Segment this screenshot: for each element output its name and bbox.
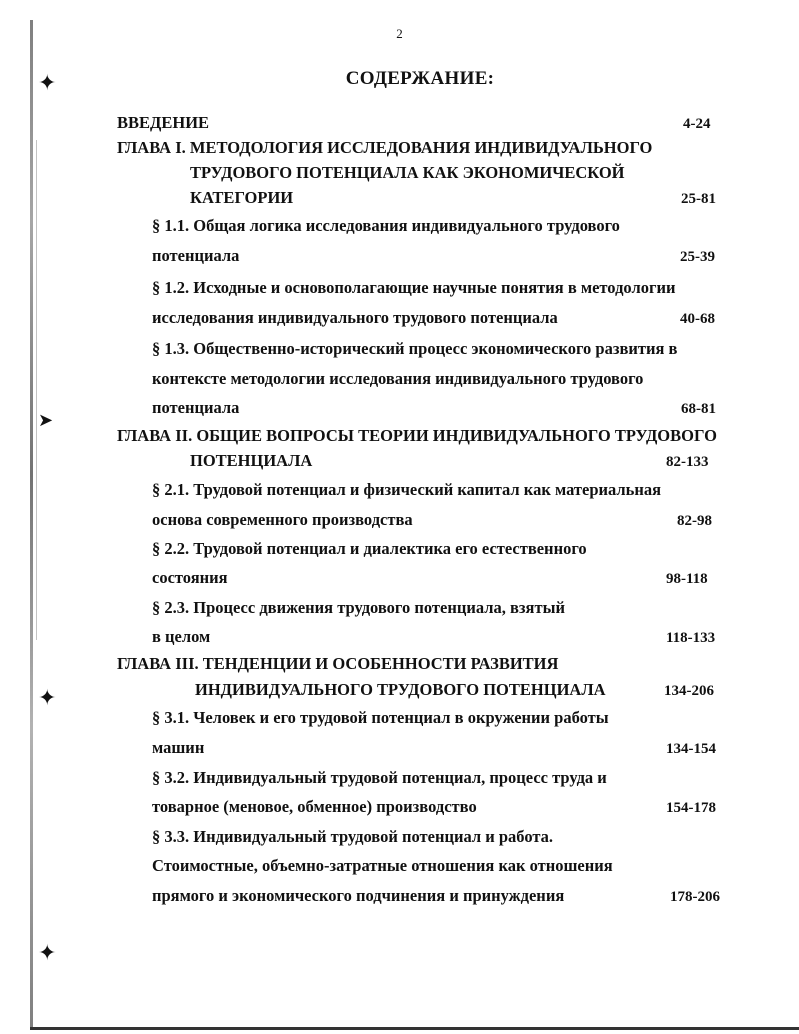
toc-page-section-2-3: 118-133 bbox=[666, 630, 716, 646]
toc-section-3-1-line-2: машин bbox=[152, 738, 205, 757]
toc-section-3-1-line-1: § 3.1. Человек и его трудовой потенциал в окружении работы bbox=[152, 708, 609, 727]
binding-hole-mark-icon: ✦ bbox=[38, 70, 57, 95]
toc-chapter-1-line-1: ГЛАВА I. МЕТОДОЛОГИЯ ИССЛЕДОВАНИЯ ИНДИВИДУАЛЬНОГО bbox=[117, 138, 653, 157]
toc-page-chapter-1: 25-81 bbox=[681, 191, 716, 207]
toc-entry-intro: ВВЕДЕНИЕ bbox=[117, 113, 210, 132]
toc-chapter-2-line-1: ГЛАВА II. ОБЩИЕ ВОПРОСЫ ТЕОРИИ ИНДИВИДУАЛЬНОГО ТРУДОВОГО bbox=[117, 426, 717, 445]
page-title: СОДЕРЖАНИЕ: bbox=[345, 68, 495, 89]
toc-section-2-3-line-1: § 2.3. Процесс движения трудового потенциала, взятый bbox=[152, 598, 565, 617]
toc-chapter-1-line-3: КАТЕГОРИИ bbox=[190, 188, 294, 207]
toc-page-section-3-2: 154-178 bbox=[666, 800, 716, 816]
binding-hole-mark-icon: ✦ bbox=[38, 940, 57, 965]
toc-section-2-3-line-2: в целом bbox=[152, 627, 211, 646]
toc-page-section-3-3: 178-206 bbox=[670, 889, 720, 905]
toc-page-chapter-2: 82-133 bbox=[666, 454, 709, 470]
toc-page-section-2-1: 82-98 bbox=[677, 513, 712, 529]
toc-section-2-1-line-2: основа современного производства bbox=[152, 510, 413, 529]
toc-chapter-3-line-1: ГЛАВА III. ТЕНДЕНЦИИ И ОСОБЕННОСТИ РАЗВИТИЯ bbox=[117, 654, 559, 673]
toc-page-section-2-2: 98-118 bbox=[666, 571, 708, 587]
left-scan-line bbox=[36, 140, 37, 640]
toc-page-section-1-3: 68-81 bbox=[681, 401, 716, 417]
toc-page-section-1-1: 25-39 bbox=[680, 249, 715, 265]
toc-page-intro: 4-24 bbox=[683, 116, 711, 132]
left-scan-border bbox=[30, 20, 33, 1030]
toc-section-1-2-line-2: исследования индивидуального трудового потенциала bbox=[152, 308, 558, 327]
toc-section-1-3-line-1: § 1.3. Общественно-исторический процесс экономического развития в bbox=[152, 339, 678, 358]
toc-section-3-2-line-1: § 3.2. Индивидуальный трудовой потенциал, процесс труда и bbox=[152, 768, 607, 787]
toc-page-chapter-3: 134-206 bbox=[664, 683, 714, 699]
toc-section-2-2-line-1: § 2.2. Трудовой потенциал и диалектика его естественного bbox=[152, 539, 587, 558]
toc-section-1-3-line-3: потенциала bbox=[152, 398, 240, 417]
toc-page-section-3-1: 134-154 bbox=[666, 741, 716, 757]
toc-chapter-2-line-2: ПОТЕНЦИАЛА bbox=[190, 451, 313, 470]
page-number: 2 bbox=[396, 26, 403, 41]
toc-chapter-3-line-2: ИНДИВИДУАЛЬНОГО ТРУДОВОГО ПОТЕНЦИАЛА bbox=[195, 680, 606, 699]
toc-section-3-3-line-2: Стоимостные, объемно-затратные отношения как отношения bbox=[152, 856, 613, 875]
toc-section-2-2-line-2: состояния bbox=[152, 568, 228, 587]
toc-section-1-2-line-1: § 1.2. Исходные и основополагающие научные понятия в методологии bbox=[152, 278, 676, 297]
toc-section-2-1-line-1: § 2.1. Трудовой потенциал и физический капитал как материальная bbox=[152, 480, 662, 499]
toc-page-section-1-2: 40-68 bbox=[680, 311, 715, 327]
toc-section-3-2-line-2: товарное (меновое, обменное) производство bbox=[152, 797, 477, 816]
toc-section-3-3-line-1: § 3.3. Индивидуальный трудовой потенциал и работа. bbox=[152, 827, 554, 846]
toc-section-3-3-line-3: прямого и экономического подчинения и принуждения bbox=[152, 886, 565, 905]
binding-hole-mark-icon: ➤ bbox=[38, 410, 54, 430]
toc-section-1-1-line-2: потенциала bbox=[152, 246, 240, 265]
toc-section-1-1-line-1: § 1.1. Общая логика исследования индивидуального трудового bbox=[152, 216, 620, 235]
toc-chapter-1-line-2: ТРУДОВОГО ПОТЕНЦИАЛА КАК ЭКОНОМИЧЕСКОЙ bbox=[190, 163, 625, 182]
bottom-scan-border bbox=[30, 1027, 799, 1030]
binding-hole-mark-icon: ✦ bbox=[38, 685, 57, 710]
toc-section-1-3-line-2: контексте методологии исследования индивидуального трудового bbox=[152, 369, 644, 388]
